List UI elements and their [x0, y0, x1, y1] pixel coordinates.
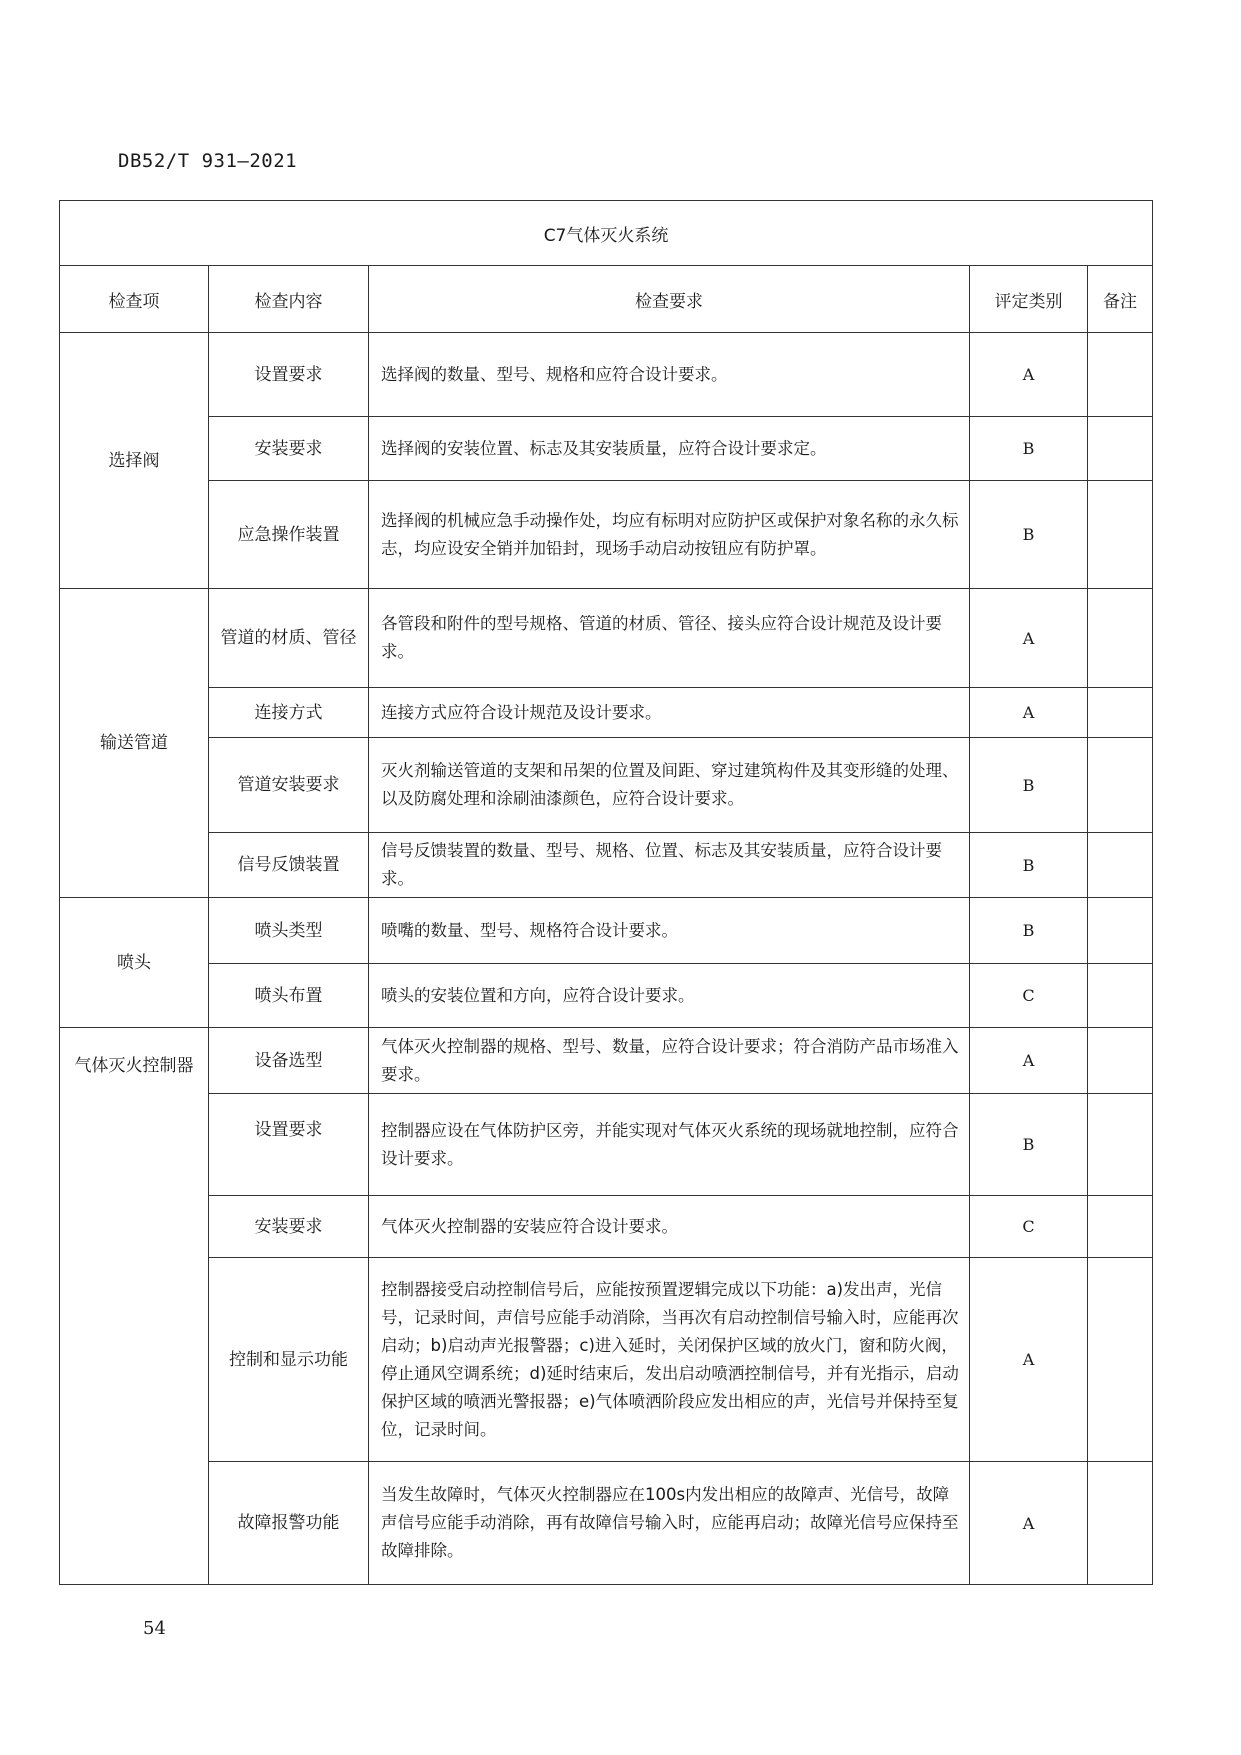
table-title: C7气体灭火系统: [60, 201, 1153, 266]
table-row: [60, 481, 1153, 589]
table-row: [60, 964, 1153, 1028]
category-cell: A: [970, 1258, 1088, 1462]
requirement-cell: 气体灭火控制器的规格、型号、数量，应符合设计要求；符合消防产品市场准入要求。: [369, 1028, 970, 1094]
table-row: [60, 898, 1153, 964]
note-cell: [1088, 417, 1153, 481]
table-row: [60, 333, 1153, 417]
content-cell: 管道安装要求: [209, 738, 369, 833]
table-row: [60, 1196, 1153, 1258]
note-cell: [1088, 481, 1153, 589]
group-item-cell: 选择阀: [60, 333, 209, 589]
content-cell: 信号反馈装置: [209, 833, 369, 898]
note-cell: [1088, 1462, 1153, 1585]
requirement-cell: 选择阀的安装位置、标志及其安装质量，应符合设计要求定。: [369, 417, 970, 481]
table-row: [60, 1462, 1153, 1585]
table-row: [60, 738, 1153, 833]
inspection-table: [59, 200, 1153, 1585]
requirement-cell: 喷嘴的数量、型号、规格符合设计要求。: [369, 898, 970, 964]
note-cell: [1088, 1028, 1153, 1094]
requirement-cell: 各管段和附件的型号规格、管道的材质、管径、接头应符合设计规范及设计要求。: [369, 589, 970, 688]
content-cell: 应急操作装置: [209, 481, 369, 589]
content-cell: 管道的材质、管径: [209, 589, 369, 688]
content-cell: 故障报警功能: [209, 1462, 369, 1585]
note-cell: [1088, 738, 1153, 833]
content-cell: 设置要求: [209, 1094, 369, 1196]
group-item-cell: 输送管道: [60, 589, 209, 898]
note-cell: [1088, 964, 1153, 1028]
table-row: [60, 1094, 1153, 1196]
requirement-cell: 信号反馈装置的数量、型号、规格、位置、标志及其安装质量，应符合设计要求。: [369, 833, 970, 898]
column-header-content: 检查内容: [209, 266, 369, 333]
category-cell: A: [970, 1462, 1088, 1585]
note-cell: [1088, 688, 1153, 738]
document-code: DB52/T 931—2021: [118, 150, 298, 172]
content-cell: 控制和显示功能: [209, 1258, 369, 1462]
category-cell: B: [970, 1094, 1088, 1196]
category-cell: C: [970, 964, 1088, 1028]
page-number: 54: [143, 1618, 166, 1639]
note-cell: [1088, 333, 1153, 417]
content-cell: 喷头类型: [209, 898, 369, 964]
category-cell: B: [970, 738, 1088, 833]
category-cell: A: [970, 589, 1088, 688]
content-cell: 连接方式: [209, 688, 369, 738]
table-row: [60, 833, 1153, 898]
note-cell: [1088, 898, 1153, 964]
table-header-row: [60, 266, 1153, 333]
category-cell: B: [970, 417, 1088, 481]
requirement-cell: 当发生故障时，气体灭火控制器应在100s内发出相应的故障声、光信号，故障声信号应能手动消除，再有故障信号输入时，应能再启动；故障光信号应保持至故障排除。: [369, 1462, 970, 1585]
category-cell: B: [970, 898, 1088, 964]
requirement-cell: 选择阀的机械应急手动操作处，均应有标明对应防护区或保护对象名称的永久标志，均应设安全销并加铅封，现场手动启动按钮应有防护罩。: [369, 481, 970, 589]
category-cell: A: [970, 333, 1088, 417]
category-cell: C: [970, 1196, 1088, 1258]
requirement-cell: 气体灭火控制器的安装应符合设计要求。: [369, 1196, 970, 1258]
table-row: [60, 1028, 1153, 1094]
note-cell: [1088, 589, 1153, 688]
content-cell: 喷头布置: [209, 964, 369, 1028]
table-row: [60, 417, 1153, 481]
group-item-cell: 气体灭火控制器: [60, 1028, 209, 1585]
column-header-category: 评定类别: [970, 266, 1088, 333]
requirement-cell: 灭火剂输送管道的支架和吊架的位置及间距、穿过建筑构件及其变形缝的处理、以及防腐处理和涂刷油漆颜色，应符合设计要求。: [369, 738, 970, 833]
category-cell: B: [970, 481, 1088, 589]
requirement-cell: 控制器接受启动控制信号后，应能按预置逻辑完成以下功能：a)发出声，光信号，记录时间，声信号应能手动消除，当再次有启动控制信号输入时，应能再次启动；b)启动声光报警器；c)进入延时，关闭保护区域的放火门，窗和防火阀，停止通风空调系统；d)延时结束后，发出启动喷洒控制信号，并有光指示，启动保护区域的喷洒光警报器；e)气体喷洒阶段应发出相应的声，光信号并保持至复位，记录时间。: [369, 1258, 970, 1462]
group-item-cell: 喷头: [60, 898, 209, 1028]
content-cell: 设置要求: [209, 333, 369, 417]
note-cell: [1088, 1196, 1153, 1258]
category-cell: A: [970, 1028, 1088, 1094]
column-header-note: 备注: [1088, 266, 1153, 333]
content-cell: 安装要求: [209, 1196, 369, 1258]
table-row: [60, 688, 1153, 738]
requirement-cell: 控制器应设在气体防护区旁，并能实现对气体灭火系统的现场就地控制，应符合设计要求。: [369, 1094, 970, 1196]
requirement-cell: 连接方式应符合设计规范及设计要求。: [369, 688, 970, 738]
column-header-requirement: 检查要求: [369, 266, 970, 333]
table-row: [60, 1258, 1153, 1462]
category-cell: A: [970, 688, 1088, 738]
note-cell: [1088, 833, 1153, 898]
note-cell: [1088, 1094, 1153, 1196]
content-cell: 设备选型: [209, 1028, 369, 1094]
note-cell: [1088, 1258, 1153, 1462]
table-row: [60, 589, 1153, 688]
table-title-row: [60, 201, 1153, 266]
column-header-item: 检查项: [60, 266, 209, 333]
requirement-cell: 喷头的安装位置和方向，应符合设计要求。: [369, 964, 970, 1028]
content-cell: 安装要求: [209, 417, 369, 481]
category-cell: B: [970, 833, 1088, 898]
requirement-cell: 选择阀的数量、型号、规格和应符合设计要求。: [369, 333, 970, 417]
